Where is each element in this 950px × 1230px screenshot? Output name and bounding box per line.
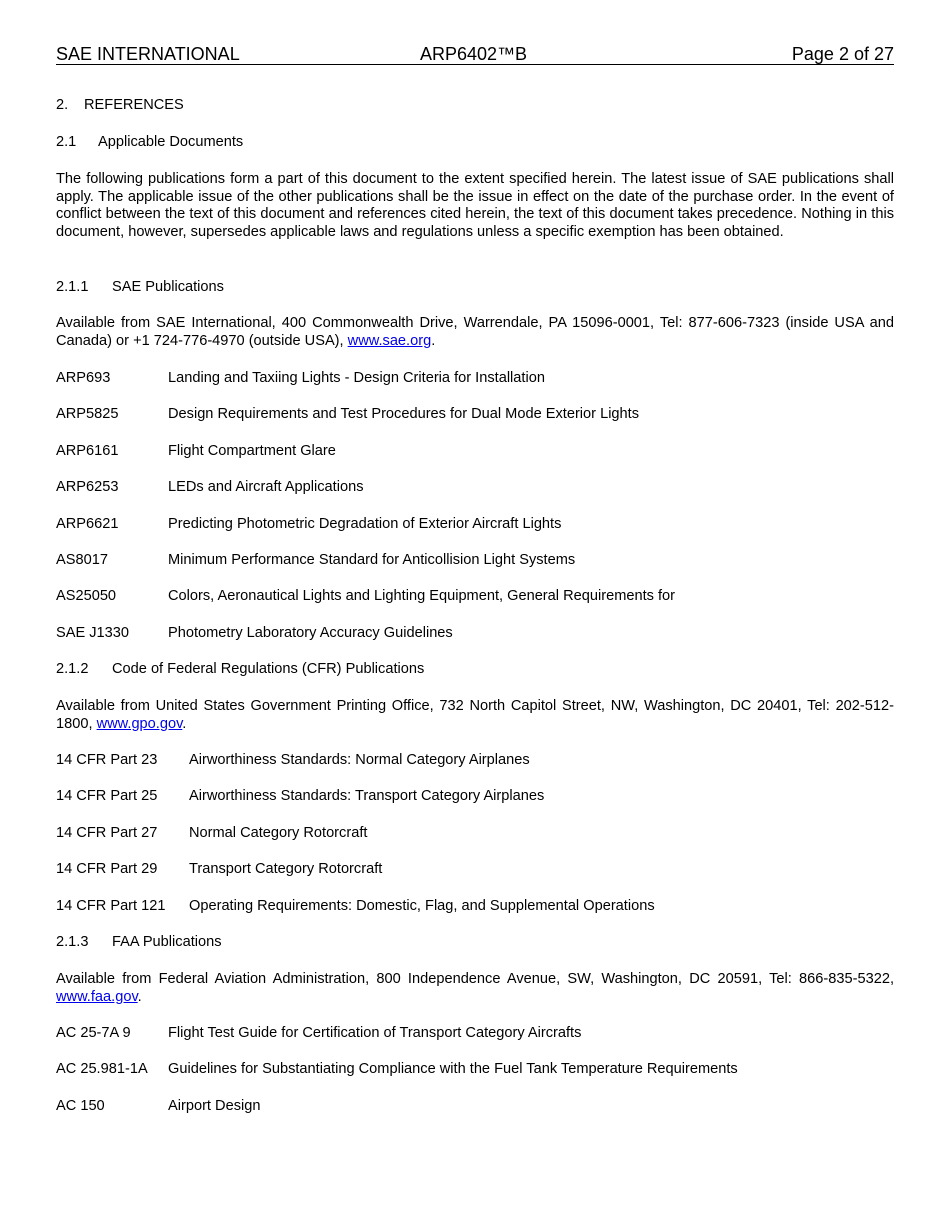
section-number: 2.	[56, 97, 69, 113]
subsection-number: 2.1.1	[56, 279, 89, 295]
reference-title: LEDs and Aircraft Applications	[168, 479, 364, 496]
reference-code: AC 150	[56, 1097, 105, 1114]
reference-code: SAE J1330	[56, 624, 130, 641]
cfr-availability-paragraph	[56, 698, 894, 733]
subsection-title: SAE Publications	[112, 279, 224, 295]
reference-code: ARP6253	[56, 479, 119, 496]
reference-title: Predicting Photometric Degradation of Exterior Aircraft Lights	[168, 515, 562, 532]
subsection-number: 2.1.2	[56, 661, 89, 677]
subsection-title: Applicable Documents	[98, 134, 244, 150]
intro-paragraph: The following publications form a part of this document to the extent specified herein. The latest issue of SAE publications shall apply. The applicable issue of the other publications shall be the issue in effect on the date of the purchase order. In the event of conflict between the text of this document and references cited herein, the text of this document takes precedence. Nothing in this document, however, supersedes applicable laws and regulations unless a specific exemption has been obtained.	[56, 171, 894, 240]
reference-title: Airport Design	[168, 1097, 261, 1114]
reference-code: 14 CFR Part 23	[56, 752, 158, 768]
availability-end: .	[182, 715, 187, 732]
reference-title: Flight Test Guide for Certification of Transport Category Aircrafts	[168, 1025, 582, 1041]
subsection-title: FAA Publications	[112, 934, 222, 950]
reference-code: ARP5825	[56, 406, 119, 423]
sae-website-link[interactable]: www.sae.org	[347, 332, 432, 349]
availability-text: Available from United States Government Printing Office, 732 North Capitol Street, NW, Washington, DC 20401, Tel: 202-512-1800,	[56, 698, 894, 732]
reference-code: AS8017	[56, 552, 108, 568]
reference-title: Photometry Laboratory Accuracy Guidelines	[168, 624, 453, 641]
header-organization: SAE INTERNATIONAL	[56, 44, 240, 64]
faa-availability-paragraph	[56, 971, 894, 1006]
subsection-number: 2.1	[56, 134, 77, 150]
reference-code: AS25050	[56, 588, 117, 605]
reference-title: Landing and Taxiing Lights - Design Criteria for Installation	[168, 370, 545, 386]
availability-end: .	[431, 332, 436, 349]
reference-title: Colors, Aeronautical Lights and Lighting Equipment, General Requirements for	[168, 588, 676, 605]
reference-code: 14 CFR Part 27	[56, 824, 158, 841]
reference-code: ARP693	[56, 370, 111, 386]
reference-code: 14 CFR Part 121	[56, 897, 166, 914]
reference-code: ARP6161	[56, 442, 119, 459]
subsection-heading-cfr	[56, 661, 894, 679]
reference-code: AC 25.981-1A	[56, 1061, 148, 1078]
subsection-heading-sae	[56, 279, 894, 297]
subsection-heading-applicable-documents	[56, 134, 894, 152]
availability-text: Available from SAE International, 400 Commonwealth Drive, Warrendale, PA 15096-0001, Tel: 877-606-7323 (inside USA and Canada) or +1 724-776-4970 (outside USA),	[56, 315, 894, 349]
reference-title: Operating Requirements: Domestic, Flag, and Supplemental Operations	[189, 897, 655, 914]
subsection-heading-faa	[56, 934, 894, 952]
reference-title: Design Requirements and Test Procedures for Dual Mode Exterior Lights	[168, 406, 640, 423]
sae-availability-paragraph	[56, 315, 894, 350]
section-heading-references	[56, 97, 894, 115]
reference-title: Normal Category Rotorcraft	[189, 824, 368, 841]
reference-title: Airworthiness Standards: Normal Category Airplanes	[189, 752, 530, 768]
subsection-title: Code of Federal Regulations (CFR) Publications	[112, 661, 425, 677]
availability-end: .	[137, 988, 142, 1005]
reference-title: Airworthiness Standards: Transport Category Airplanes	[189, 788, 545, 805]
reference-code: ARP6621	[56, 515, 119, 532]
reference-title: Minimum Performance Standard for Anticollision Light Systems	[168, 552, 576, 568]
availability-text: Available from Federal Aviation Administration, 800 Independence Avenue, SW, Washington, DC 20591, Tel: 866-835-5322,	[56, 971, 894, 987]
header-document-id: ARP6402™B	[420, 44, 528, 64]
reference-code: AC 25-7A 9	[56, 1025, 131, 1041]
faa-website-link[interactable]: www.faa.gov	[56, 988, 138, 1005]
reference-title: Flight Compartment Glare	[168, 442, 336, 459]
reference-title: Transport Category Rotorcraft	[189, 861, 383, 878]
section-title: REFERENCES	[84, 97, 184, 113]
reference-title: Guidelines for Substantiating Compliance with the Fuel Tank Temperature Requirements	[168, 1061, 738, 1078]
reference-code: 14 CFR Part 25	[56, 788, 158, 805]
gpo-website-link[interactable]: www.gpo.gov	[96, 715, 183, 732]
header-page-number: Page 2 of 27	[791, 44, 894, 64]
subsection-number: 2.1.3	[56, 934, 89, 950]
reference-code: 14 CFR Part 29	[56, 861, 158, 878]
page-header	[56, 44, 894, 65]
